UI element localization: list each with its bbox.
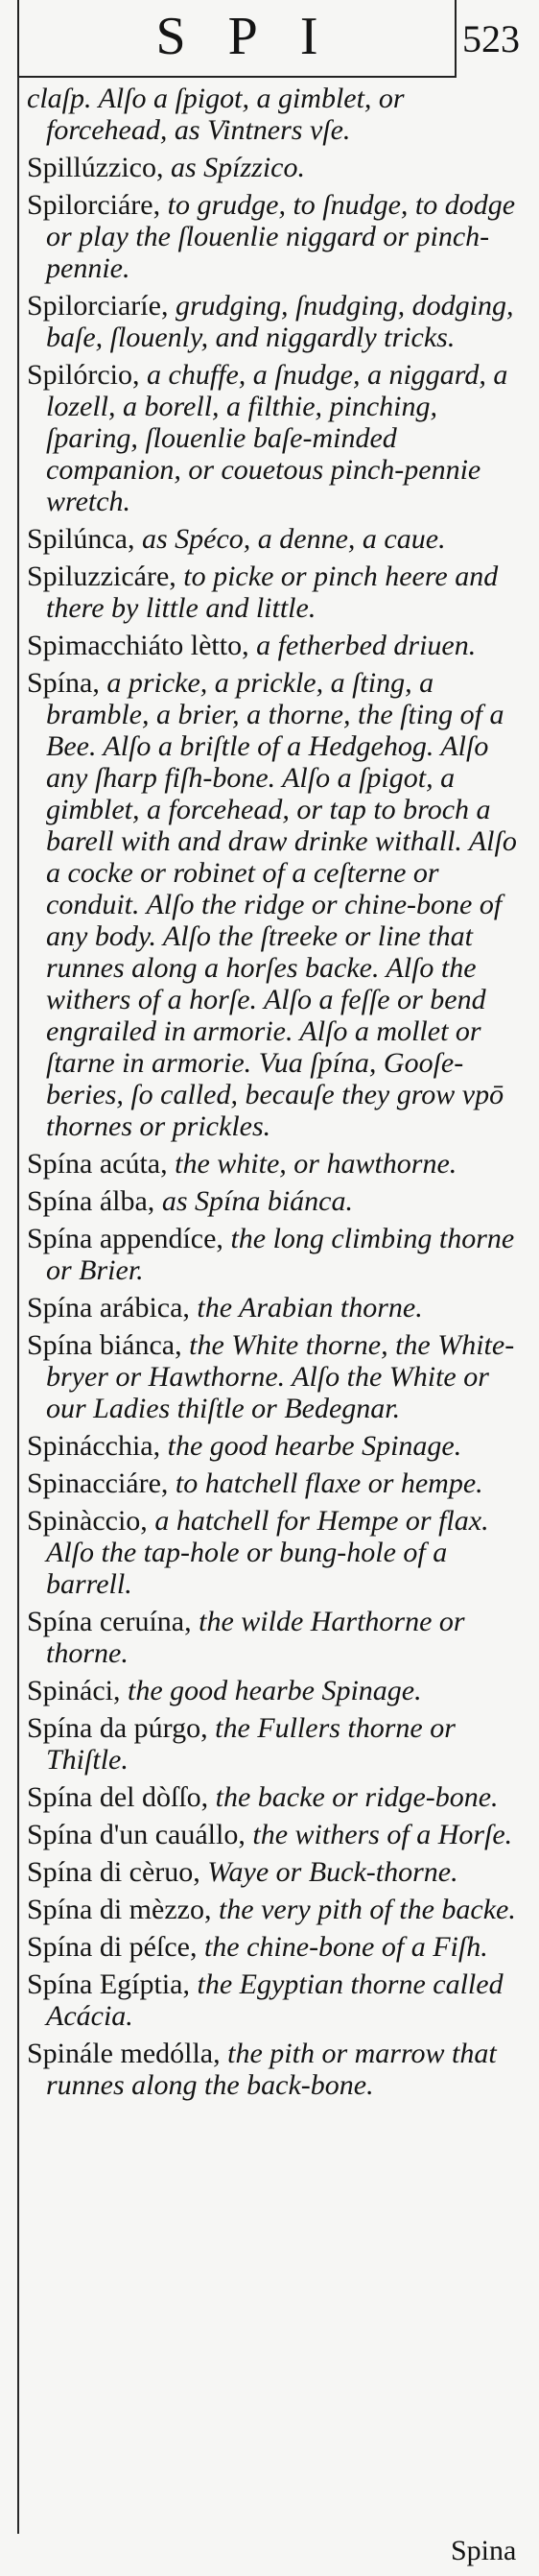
entry-headword: Spína del dòſſo, — [27, 1781, 216, 1813]
entry-definition: the White thorne, the White-bryer or Hawthorne. Alſo the White or our Ladies thiſtle or Bedegnar. — [46, 1329, 515, 1424]
dictionary-entry — [27, 1712, 526, 1776]
dictionary-entry — [27, 359, 526, 517]
entry-headword: Spiluzzicáre, — [27, 561, 184, 592]
dictionary-entry — [27, 1781, 526, 1813]
entry-definition: a hatchell for Hempe or flax. Alſo the tap-hole or bung-hole of a barrell. — [46, 1505, 489, 1600]
entry-definition: as Spína biánca. — [161, 1185, 353, 1217]
entry-headword: Spína di mèzzo, — [27, 1894, 219, 1925]
page-number: 523 — [462, 17, 520, 60]
entry-definition: as Spízzico. — [170, 152, 305, 183]
entry-definition: the Arabian thorne. — [197, 1292, 423, 1324]
entry-headword: Spína d'un cauállo, — [27, 1819, 253, 1850]
entry-headword: Spína biánca, — [27, 1329, 190, 1361]
entry-definition: the withers of a Horſe. — [252, 1819, 513, 1850]
dictionary-entry — [27, 1819, 526, 1850]
header-right-rule — [455, 0, 457, 77]
entry-definition: to grudge, to ſnudge, to dodge or play the ſlouenlie niggard or pinch-pennie. — [46, 189, 516, 284]
dictionary-entry — [27, 1467, 526, 1499]
entry-headword: Spinácchia, — [27, 1430, 168, 1462]
entry-definition: the Egyptian thorne called Acácia. — [46, 1968, 504, 2032]
entry-list — [27, 83, 526, 2107]
entry-headword: Spína ceruína, — [27, 1606, 199, 1637]
dictionary-entry — [27, 1430, 526, 1462]
dictionary-entry — [27, 152, 526, 183]
dictionary-entry — [27, 1148, 526, 1180]
dictionary-entry — [27, 290, 526, 353]
entry-headword: Spína álba, — [27, 1185, 162, 1217]
entry-definition: the white, or hawthorne. — [175, 1148, 457, 1180]
dictionary-entry — [27, 1968, 526, 2032]
entry-definition: claſp. Alſo a ſpigot, a gimblet, or forcehead, as Vintners vſe. — [27, 83, 405, 146]
entry-headword: Spinále medólla, — [27, 2038, 228, 2069]
entry-definition: the good hearbe Spinage. — [167, 1430, 462, 1462]
entry-headword: Spilórcio, — [27, 359, 147, 391]
entry-headword: Spína acúta, — [27, 1148, 176, 1180]
entry-definition: to picke or pinch heere and there by little and little. — [46, 561, 499, 624]
entry-headword: Spimacchiáto lètto, — [27, 630, 257, 661]
dictionary-entry — [27, 189, 526, 284]
entry-headword: Spína di cèruo, — [27, 1856, 208, 1888]
entry-definition: Waye or Buck-thorne. — [207, 1856, 458, 1888]
entry-definition: a chuffe, a ſnudge, a niggard, a lozell, a borell, a filthie, pinching, ſparing, ſlouenlie baſe-minded companion, or couetous pinch-pennie wretch. — [46, 359, 508, 517]
entry-definition: grudging, ſnudging, dodging, baſe, ſlouenly, and niggardly tricks. — [46, 290, 514, 353]
dictionary-entry — [27, 1856, 526, 1888]
entry-definition: a fetherbed driuen. — [256, 630, 477, 661]
entry-headword: Spína appendíce, — [27, 1223, 231, 1254]
entry-definition: the good hearbe Spinage. — [128, 1675, 422, 1706]
dictionary-entry — [27, 523, 526, 555]
catchword: Spina — [451, 2535, 517, 2566]
entry-definition: the wilde Harthorne or thorne. — [46, 1606, 465, 1669]
entry-definition: the chine-bone of a Fiſh. — [203, 1931, 488, 1963]
dictionary-entry — [27, 83, 526, 146]
entry-headword: Spilorciáre, — [27, 189, 168, 221]
entry-definition: to hatchell flaxe or hempe. — [175, 1467, 483, 1499]
entry-definition: the long climbing thorne or Brier. — [46, 1223, 515, 1286]
page-header — [0, 0, 539, 79]
entry-headword: Spína Egíptia, — [27, 1968, 198, 2000]
dictionary-entry — [27, 561, 526, 624]
dictionary-entry — [27, 1894, 526, 1925]
header-bottom-rule — [17, 76, 457, 78]
entry-headword: Spína da púrgo, — [27, 1712, 216, 1744]
entry-headword: Spilúnca, — [27, 523, 142, 555]
entry-definition: the very pith of the backe. — [218, 1894, 516, 1925]
entry-headword: Spinacciáre, — [27, 1467, 176, 1499]
entry-headword: Spína, — [27, 667, 107, 699]
entry-headword: Spinàccio, — [27, 1505, 155, 1537]
dictionary-entry — [27, 1675, 526, 1706]
dictionary-entry — [27, 2038, 526, 2101]
dictionary-entry — [27, 1931, 526, 1963]
dictionary-entry — [27, 1329, 526, 1424]
dictionary-entry — [27, 1505, 526, 1600]
entry-headword: Spína arábica, — [27, 1292, 198, 1324]
column-left-rule — [17, 77, 19, 2534]
running-head: SPI — [155, 7, 361, 66]
dictionary-entry — [27, 1223, 526, 1286]
entry-definition: the Fullers thorne or Thiſtle. — [46, 1712, 456, 1776]
entry-definition: as Spéco, a denne, a caue. — [142, 523, 446, 555]
entry-headword: Spináci, — [27, 1675, 128, 1706]
dictionary-entry — [27, 630, 526, 661]
entry-definition: the backe or ridge-bone. — [215, 1781, 499, 1813]
dictionary-entry — [27, 1606, 526, 1669]
entry-headword: Spína di péſce, — [27, 1931, 204, 1963]
entry-headword: Spilorciaríe, — [27, 290, 176, 322]
dictionary-entry — [27, 1185, 526, 1217]
dictionary-entry — [27, 667, 526, 1142]
entry-definition: the pith or marrow that runnes along the back-bone. — [46, 2038, 497, 2101]
entry-definition: a pricke, a prickle, a ſting, a bramble, a brier, a thorne, the ſting of a Bee. Alſo a briſtle of a Hedgehog. Alſo any ſharp fiſh-bone. Alſo a ſpigot, a gimblet, a forcehead, or tap to broch a barell with and draw drinke withall. Alſo a cocke or robinet of a ceſterne or conduit. Alſo the ridge or chine-bone of any body. Alſo the ſtreeke or line that runnes along a horſes backe. Alſo the withers of a horſe. Alſo a feſſe or bend engrailed in armorie. Alſo a mollet or ſtarne in armorie. Vua ſpína, Gooſe-beries, ſo called, becauſe they grow vpō thornes or prickles. — [46, 667, 517, 1142]
dictionary-entry — [27, 1292, 526, 1324]
entry-headword: Spillúzzico, — [27, 152, 171, 183]
